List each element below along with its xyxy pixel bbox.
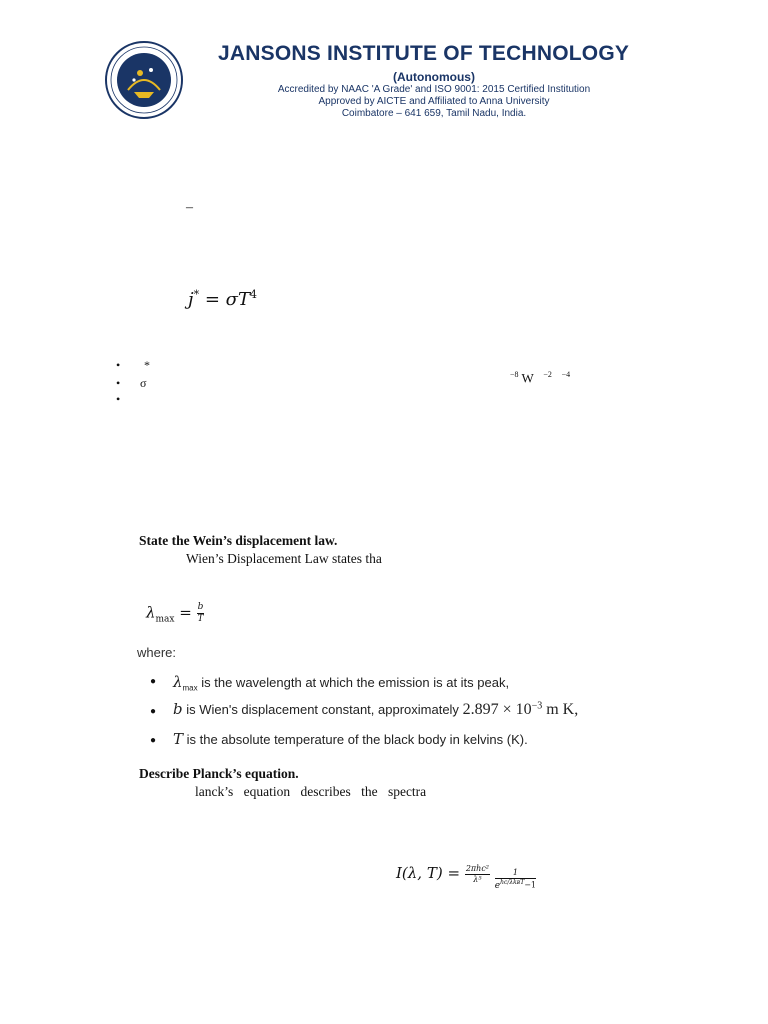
constant-value: 2.897 × 10 [462,701,532,718]
fraction-numerator: b [197,602,204,612]
institute-name: JANSONS INSTITUTE OF TECHNOLOGY [218,42,630,65]
planck-intro-text: lanck’s equation describes the spectra [195,784,427,799]
symbol: λ [173,673,183,691]
eq-lhs: λ [146,603,156,622]
eq-rhs: σT [225,289,250,310]
eq-rhs-sup: 4 [249,288,257,301]
constant-exponent: −3 [531,700,543,712]
fraction-denominator: T [197,614,204,624]
item-text: is the wavelength at which the emission is at its peak, [197,675,510,690]
fraction-denominator [495,879,536,891]
list-item [173,673,509,693]
eq-lhs-sub: max [155,614,175,625]
bullet-text: * [144,358,150,372]
dash-mark: – [186,200,193,215]
fraction [465,865,490,884]
fraction-numerator: 2πhc² [465,863,490,873]
institute-status: (Autonomous) [393,70,475,84]
bullet-marker: • [116,376,121,390]
exp-base: e [494,881,501,891]
eq-equals: = [447,864,461,882]
bullet-marker: • [116,392,121,406]
eq-equals: = [179,603,192,622]
planck-question-heading: Describe Planck’s equation. [139,766,299,781]
exp-power: hc/λkʙT [500,879,525,887]
stefan-constant-units [510,370,570,386]
eq-equals: = [204,289,220,310]
symbol-sub: max [182,683,198,693]
bullet-marker: • [116,358,121,372]
symbol: b [173,700,183,718]
exponent: −8 [510,370,519,379]
eq-lhs-sup: * [193,288,200,301]
exponent: −2 [543,370,552,379]
where-label: where: [137,645,177,660]
item-text: is the absolute temperature of the black body in kelvins (K). [183,732,528,747]
list-item [173,700,578,719]
accreditation-line: Accredited by NAAC 'A Grade' and ISO 9001: 2015 Certified Institution [277,84,591,95]
unit-watt: W [521,370,534,386]
bullet-marker: ● [150,676,157,687]
exponent: −4 [561,370,571,379]
constant-unit: m K, [542,701,579,718]
eq-lhs: I(λ, T) [396,864,443,882]
planck-equation [396,864,536,891]
approval-line: Approved by AICTE and Affiliated to Anna University [318,96,550,107]
address-line: Coimbatore – 641 659, Tamil Nadu, India. [341,108,527,119]
fraction-denominator: λ⁵ [473,874,482,884]
fraction [197,603,205,624]
bullet-marker: ● [150,735,157,746]
eq-lhs: j [188,289,194,310]
bullet-marker: ● [150,706,157,717]
wien-equation [146,603,204,625]
item-text: is Wien's displacement constant, approximately [182,702,463,717]
wien-question-heading: State the Wein’s displacement law. [139,533,338,548]
stefan-boltzmann-equation [188,288,257,310]
symbol: T [173,730,184,748]
fraction [495,869,536,891]
list-item [173,730,528,748]
wien-intro-text: Wien’s Displacement Law states tha [186,551,382,566]
exp-tail: −1 [524,881,536,890]
bullet-text: σ [140,376,147,390]
fraction-numerator: 1 [495,869,536,879]
